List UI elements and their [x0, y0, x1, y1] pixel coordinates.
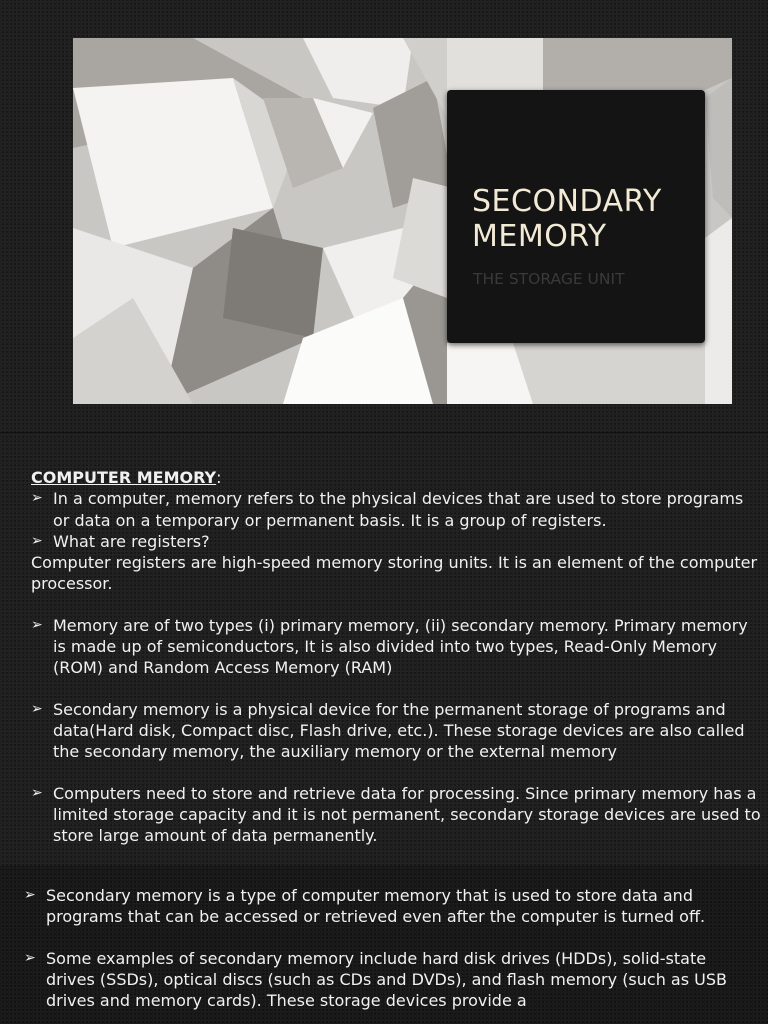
- paragraph: Computer registers are high-speed memory storing units. It is an element of the computer processor.: [31, 553, 758, 594]
- spacer: [31, 679, 761, 699]
- title-slide: [0, 0, 768, 432]
- bullet-text: Memory are of two types (i) primary memory, (ii) secondary memory. Primary memory is made up of semiconductors, It is also divided into two types, Read-Only Memory (ROM) and Random Access Memory (RAM): [53, 615, 748, 678]
- bullet-item: [31, 615, 761, 679]
- title-box: [447, 90, 705, 343]
- spacer: [24, 928, 754, 948]
- spacer: [31, 595, 761, 615]
- computer-memory-slide: [0, 432, 768, 867]
- arrow-bullet-icon: ➢: [31, 700, 43, 717]
- heading-colon: :: [216, 468, 222, 487]
- bullet-text: Secondary memory is a type of computer memory that is used to store data and programs that can be accessed or retrieved even after the computer is turned off.: [46, 886, 706, 927]
- bullet-text: In a computer, memory refers to the physical devices that are used to store programs or data on a temporary or permanent basis. It is a group of registers.: [53, 489, 744, 530]
- arrow-bullet-icon: ➢: [24, 949, 36, 966]
- bullet-item: [31, 488, 761, 531]
- secondary-memory-slide: [0, 866, 768, 1024]
- bullet-text: What are registers?: [53, 531, 210, 551]
- arrow-bullet-icon: ➢: [24, 887, 36, 903]
- bullet-item: [24, 885, 754, 928]
- bullet-text: Computers need to store and retrieve data for processing. Since primary memory has a limited storage capacity and it is not permanent, secondary storage devices are used to store large amount of data permanently.: [53, 783, 761, 846]
- bullet-text: Secondary memory is a physical device for the permanent storage of programs and data(Hard disk, Compact disc, Flash drive, etc.). These storage devices are also called the secondary memory, the auxiliary memory or the external memory: [53, 699, 745, 762]
- slide-title: SECONDARY MEMORY: [472, 184, 662, 254]
- bullet-item: [24, 948, 754, 1012]
- slide-body: [24, 885, 754, 1011]
- heading-text: COMPUTER MEMORY: [31, 468, 217, 487]
- spacer: [31, 763, 761, 783]
- slide-subtitle: THE STORAGE UNIT: [473, 270, 625, 288]
- arrow-bullet-icon: ➢: [31, 490, 43, 507]
- section-heading: [31, 467, 761, 488]
- slide-body: [31, 467, 761, 846]
- arrow-bullet-icon: ➢: [31, 616, 43, 633]
- bullet-item: [31, 531, 761, 552]
- bullet-text: Some examples of secondary memory include hard disk drives (HDDs), solid-state drives (SSDs), optical discs (such as CDs and DVDs), and flash memory (such as USB drives and memory cards). These storage devices provide a: [46, 948, 727, 1011]
- arrow-bullet-icon: ➢: [31, 784, 43, 801]
- bullet-item: [31, 699, 761, 763]
- bullet-item: [31, 783, 761, 847]
- arrow-bullet-icon: ➢: [31, 532, 43, 549]
